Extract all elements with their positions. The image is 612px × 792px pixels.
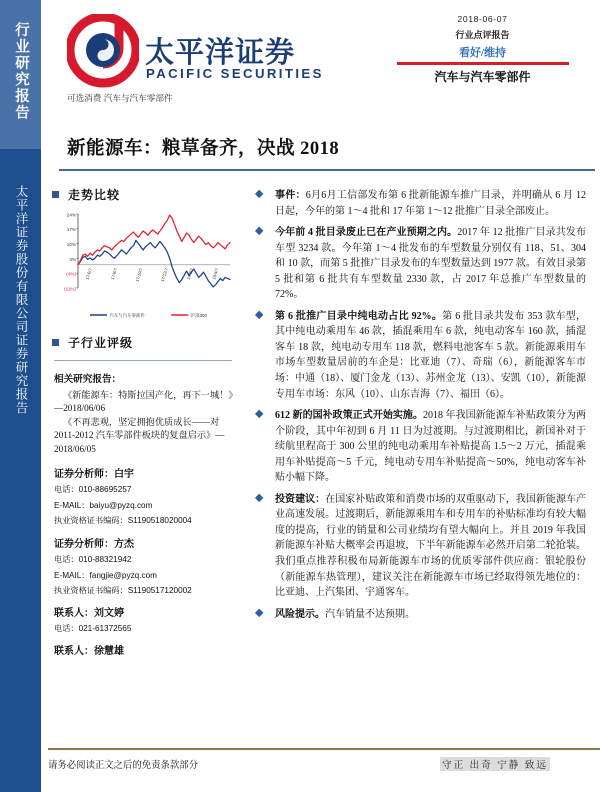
paragraph-body: 2017 年 12 批推广目录共发布车型 3234 款。今年第 1～4 批发布的车型数量分别仅有 118、51、304 和 10 款，而第 5 批推广目录发布的车型数量达到 1977 款。有效目录第 5 批和第 6 批共有车型数量 2330 款，占 2017 年总推广车型数量的 72%。	[275, 227, 587, 301]
related-report-item[interactable]: 《新能源车：特斯拉国产化，再下一城！》—2018/06/06	[54, 390, 233, 414]
footer-slogan: 守正 出奇 宁静 致远	[440, 757, 550, 771]
contact-phone: 电话：021-61372565	[54, 624, 132, 634]
paragraph-lead: 第 6 批推广目录中纯电动占比 92%。	[275, 310, 443, 322]
paragraph-body: 2018 年我国新能源车补贴政策分为两个阶段，其中年初到 6 月 11 日为过渡期。与过渡期相比，新国补对于续航里程高于 300 公里的纯电动乘用车补贴提高 1.5～2 万元，插混乘用车补贴提高～5 千元，纯电动专用车补贴提高～50%，纯电动客车补贴小幅下降。	[275, 410, 586, 484]
svg-text:(4%): (4%)	[66, 271, 76, 277]
svg-text:汽车与汽车零部件: 汽车与汽车零部件	[109, 313, 145, 318]
left-divider	[54, 360, 232, 361]
trend-comparison-chart	[52, 208, 234, 326]
diamond-bullet-icon	[255, 190, 264, 199]
title-divider	[59, 169, 595, 171]
paragraph-lead: 今年前 4 批目录废止已在产业预期之内。	[275, 227, 458, 239]
analyst-phone: 电话：010-88695257	[54, 485, 132, 495]
analyst-name: 证券分析师：方杰	[54, 539, 134, 551]
subsector-rating-label: 子行业评级	[68, 336, 134, 350]
content-paragraph	[256, 188, 586, 219]
header-rule	[397, 62, 569, 65]
analyst-license: 执业资格证书编码：S1190518020004	[54, 516, 192, 526]
company-logo	[67, 14, 324, 90]
left-column	[52, 186, 237, 661]
report-date: 2018-06-07	[457, 14, 508, 24]
svg-text:17/10/7: 17/10/7	[134, 267, 144, 283]
related-report-item[interactable]: 《不再悲观，坚定拥抱优质成长——对 2011-2012 汽车零部件板块的复盘启示》—2018/06/05	[54, 416, 225, 454]
content-paragraph	[256, 225, 586, 303]
sidebar-top-label: 行业研究报告	[13, 22, 29, 121]
title-band	[41, 112, 612, 182]
report-type: 行业点评报告	[455, 30, 510, 40]
diamond-bullet-icon	[255, 227, 264, 236]
header-meta	[375, 14, 590, 85]
content-paragraph	[256, 492, 586, 601]
sector-label: 汽车与汽车零部件	[434, 69, 531, 84]
svg-text:24%: 24%	[66, 212, 76, 218]
paragraph-lead: 风险提示。	[275, 608, 325, 620]
analyst-license: 执业资格证书编码：S1190517120002	[54, 586, 192, 596]
contact-name: 联系人：徐慧雄	[54, 646, 124, 658]
logo-text-en: PACIFIC SECURITIES	[146, 66, 324, 81]
breadcrumb: 可选消费 汽车与汽车零部件	[67, 93, 173, 103]
main-content	[256, 188, 586, 628]
chart-section-heading	[52, 186, 237, 203]
diamond-bullet-icon	[255, 311, 264, 320]
svg-text:10%: 10%	[66, 242, 76, 247]
contact-name: 联系人：刘文婷	[54, 608, 124, 620]
diamond-bullet-icon	[255, 494, 264, 503]
svg-text:沪深300: 沪深300	[190, 313, 207, 318]
svg-text:17/6/7: 17/6/7	[84, 267, 93, 281]
subsector-rating-heading	[52, 334, 237, 351]
chart-heading-label: 走势比较	[68, 188, 121, 202]
analyst-name: 证券分析师：白宇	[54, 469, 134, 481]
svg-text:18/4/7: 18/4/7	[211, 267, 220, 281]
paragraph-body: 汽车销量不达预期。	[325, 608, 415, 620]
content-paragraph	[256, 309, 586, 402]
sidebar-bottom-label: 太平洋证券股份有限公司证券研究报告	[14, 185, 28, 415]
svg-text:17%: 17%	[66, 227, 76, 233]
paragraph-body: 6月6月工信部发布第 6 批新能源车推广目录，并明确从 6 月 12 日起，今年的第 1～4 批和 17 年第 1～12 批推广目录全部废止。	[275, 190, 587, 217]
page-title: 新能源车：粮草备齐，决战 2018	[67, 139, 340, 159]
paragraph-lead: 612 新的国补政策正式开始实施。	[275, 410, 423, 422]
paragraph-lead: 投资建议：	[275, 493, 326, 505]
analyst-phone: 电话：010-88321942	[54, 555, 132, 565]
paragraph-lead: 事件：	[275, 190, 306, 201]
page-header	[41, 0, 612, 112]
bullet-square-icon	[52, 191, 59, 198]
svg-text:17/8/7: 17/8/7	[109, 267, 119, 281]
related-reports-title: 相关研究报告：	[54, 374, 122, 385]
paragraph-body: 第 6 批目录共发布 353 款车型，其中纯电动乘用车 46 款，插混乘用车 6 款，纯电动客车 160 款，插混客车 18 款，纯电动专用车 118 款，燃料电池客车 5 款。新能源乘用车市场车型数量居前的车企是：比亚迪（7）、奇瑞（6），新能源客车市场：中通（18）、厦门金龙（13）、苏州金龙（13）、安凯（10），新能源专用车市场：东风（10）、山东吉海（7）、福田（6）。	[275, 310, 587, 400]
diamond-bullet-icon	[255, 410, 264, 419]
svg-text:17/12/7: 17/12/7	[159, 267, 169, 283]
svg-text:3%: 3%	[69, 256, 76, 262]
svg-text:18/2/7: 18/2/7	[185, 267, 195, 281]
svg-text:(11%): (11%)	[64, 286, 76, 292]
pacific-securities-logo-icon	[67, 14, 139, 90]
footer-divider	[48, 748, 600, 750]
bullet-square-icon	[52, 339, 59, 346]
logo-text-cn: 太平洋证券	[145, 37, 296, 69]
content-paragraph	[256, 408, 586, 486]
sidebar	[0, 0, 41, 792]
paragraph-body: 在国家补贴政策和消费市场的双重驱动下，我国新能源车产业高速发展。过渡期后，新能源乘用车和专用车的补贴标准均有较大幅度的提高，行业的销量和公司业绩均有望大幅向上。并且 2019 年我国新能源车补贴大概率会再退坡，下半年新能源车必然开启第二轮抢装。我们重点推荐积极布局新能源车市场的优质零部件供应商：银轮股份（新能源车热管理），建议关注在新能源车市场已经取得领先地位的：比亚迪、上汽集团、宇通客车。	[275, 493, 587, 599]
analyst-email[interactable]: E-MAIL：fangjie@pyzq.com	[54, 570, 157, 580]
footer-disclaimer: 请务必阅读正文之后的免责条款部分	[48, 761, 199, 771]
content-paragraph	[256, 607, 586, 623]
analyst-email[interactable]: E-MAIL：baiyu@pyzq.com	[54, 500, 153, 510]
diamond-bullet-icon	[255, 609, 264, 618]
rating-badge: 看好/维持	[458, 47, 507, 59]
